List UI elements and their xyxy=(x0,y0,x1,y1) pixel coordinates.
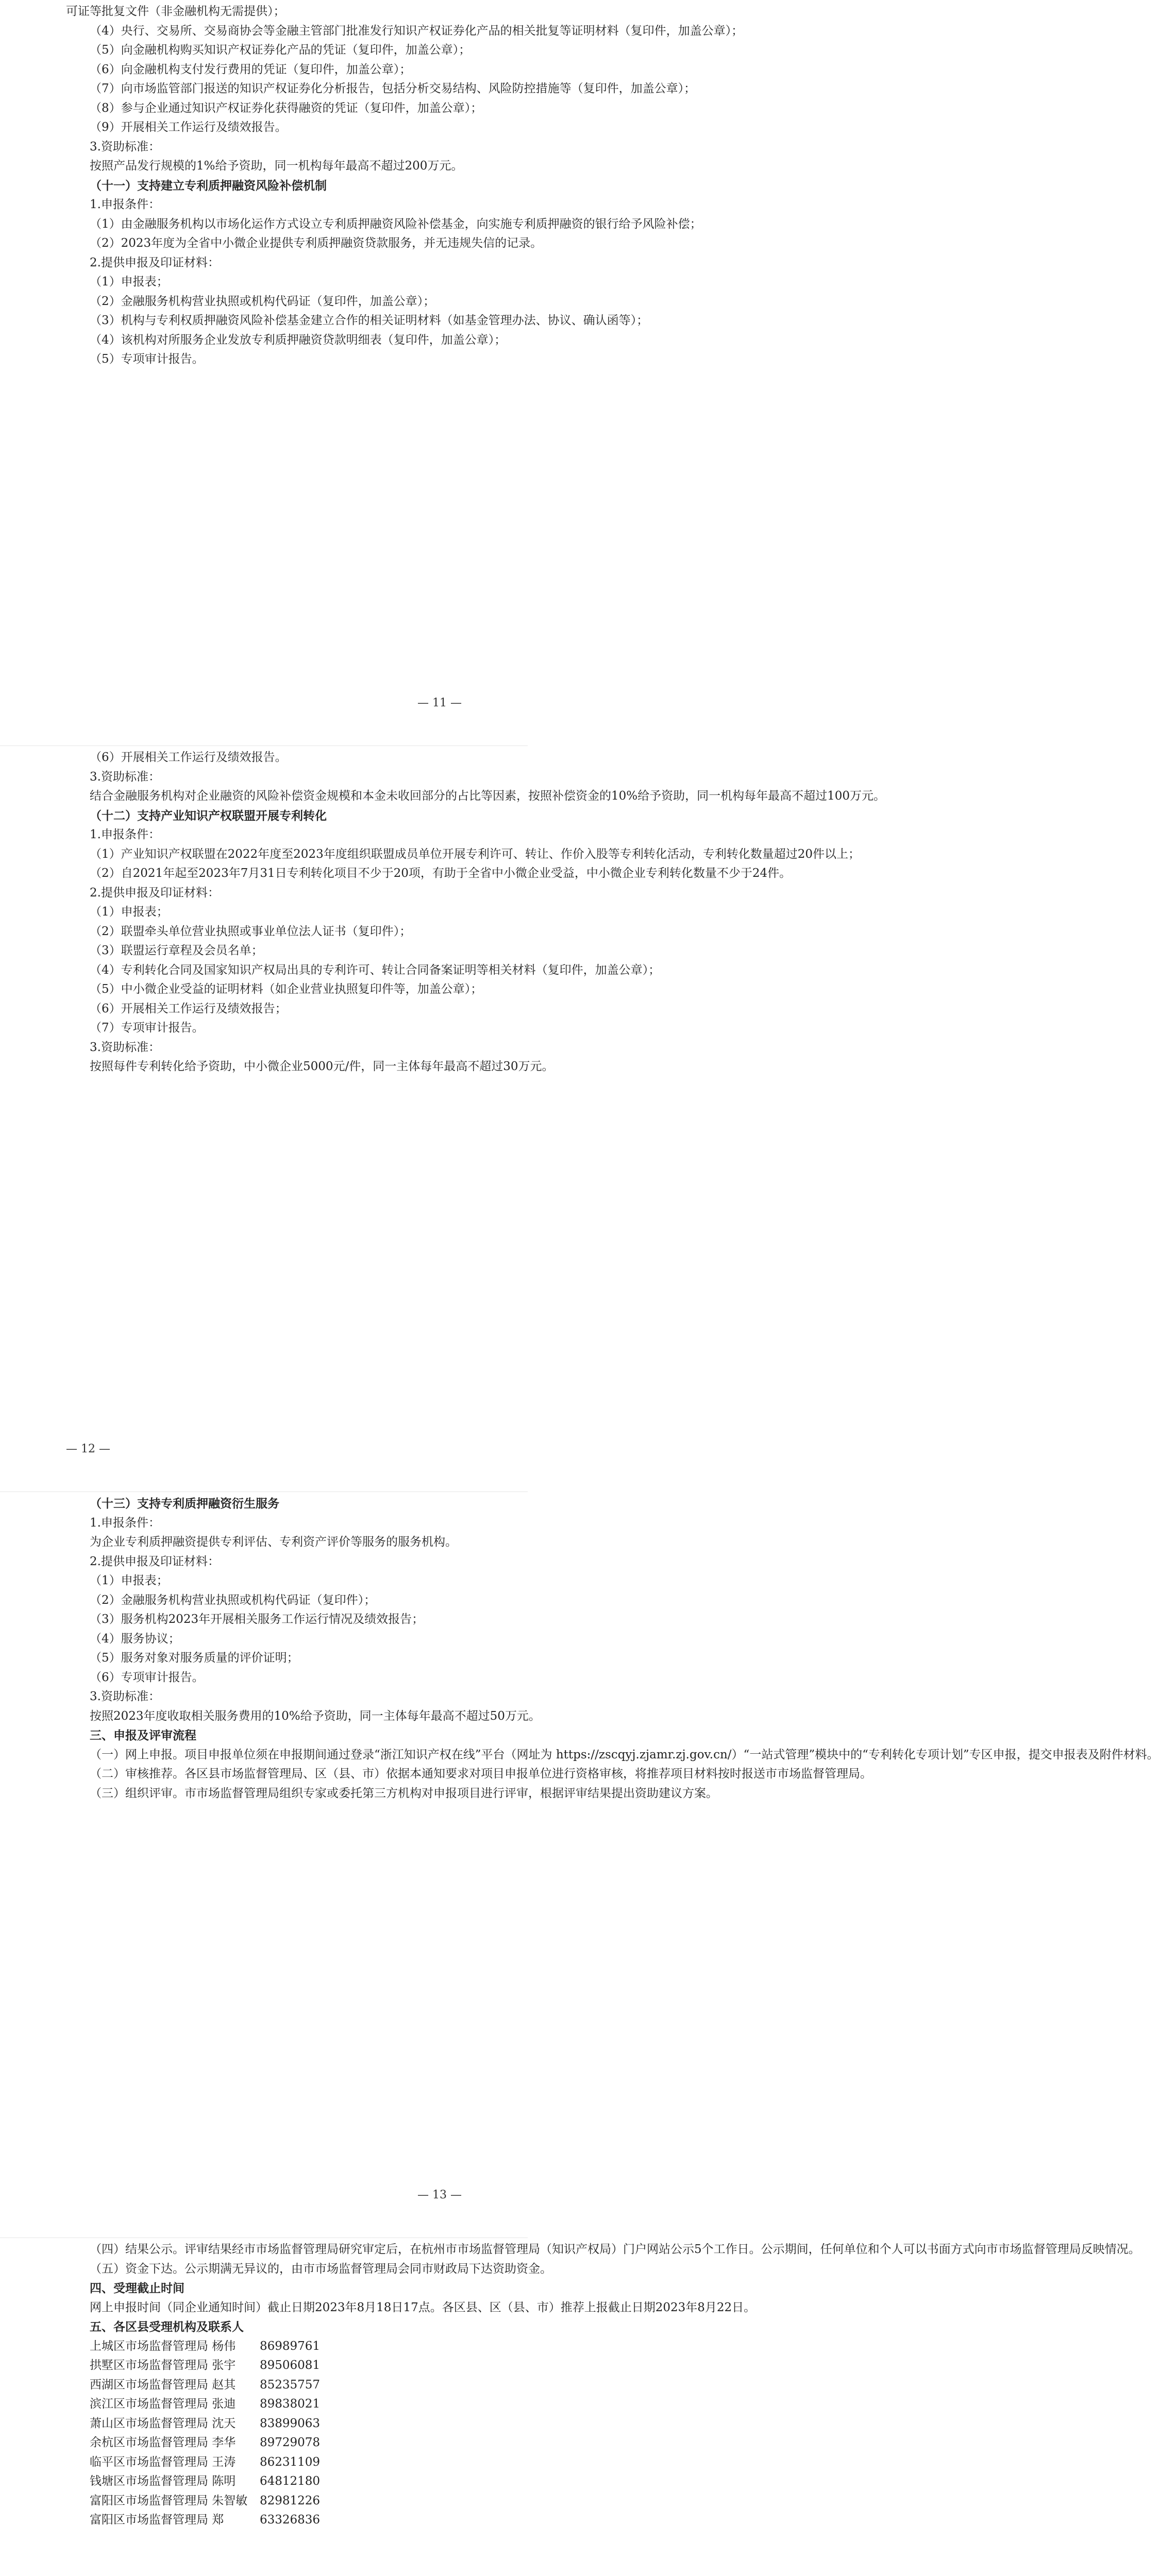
paragraph-line: （4）央行、交易所、交易商协会等金融主管部门批准发行知识产权证券化产品的相关批复等证明材料（复印件，加盖公章）； xyxy=(90,24,744,38)
paragraph-line: （6）开展相关工作运行及绩效报告； xyxy=(90,1002,287,1015)
contact-name: 钱塘区市场监督管理局 陈明 xyxy=(90,2475,236,2488)
paragraph-line: （五）资金下达。公示期满无异议的，由市市场监督管理局会同市财政局下达资助资金。 xyxy=(90,2262,552,2276)
paragraph-line: （3）服务机构2023年开展相关服务工作运行情况及绩效报告； xyxy=(90,1613,424,1626)
contact-phone: 86989761 xyxy=(260,2339,321,2353)
paragraph-line: （8）参与企业通过知识产权证券化获得融资的凭证（复印件，加盖公章）； xyxy=(90,101,483,115)
contact-phone: 83899063 xyxy=(260,2416,321,2430)
paragraph-line: （3）机构与专利权质押融资风险补偿基金建立合作的相关证明材料（如基金管理办法、协议、确认函等）； xyxy=(90,314,649,327)
paragraph-line: 3.资助标准： xyxy=(90,140,160,154)
contact-row xyxy=(66,2433,462,2453)
paragraph-line: （6）向金融机构支付发行费用的凭证（复印件，加盖公章）； xyxy=(90,62,412,76)
section-heading: （十二）支持产业知识产权联盟开展专利转化 xyxy=(90,808,327,823)
contact-phone: 89838021 xyxy=(260,2397,321,2411)
paragraph-line: （6）专项审计报告。 xyxy=(90,1670,204,1684)
page-body xyxy=(66,2240,1140,2337)
paragraph-line: （5）向金融机构购买知识产权证券化产品的凭证（复印件，加盖公章）； xyxy=(90,43,471,57)
section-heading: （十三）支持专利质押融资衍生服务 xyxy=(90,1497,279,1511)
contact-phone: 85235757 xyxy=(260,2378,321,2392)
paragraph-line: （2）金融服务机构营业执照或机构代码证（复印件，加盖公章）； xyxy=(90,294,435,308)
section-heading: 三、申报及评审流程 xyxy=(90,1728,196,1742)
document-page-11 xyxy=(0,0,744,746)
paragraph-line: 2.提供申报及印证材料： xyxy=(90,886,220,900)
contact-phone: 82981226 xyxy=(260,2494,321,2507)
contact-name: 萧山区市场监督管理局 沈天 xyxy=(90,2416,236,2430)
paragraph-line: （7）向市场监管部门报送的知识产权证券化分析报告，包括分析交易结构、风险防控措施等（复印件，加盖公章）； xyxy=(90,82,696,95)
paragraph-line: （1）申报表； xyxy=(90,1574,169,1587)
contact-name: 余杭区市场监督管理局 李华 xyxy=(90,2436,236,2449)
paragraph-line: 按照产品发行规模的1%给予资助，同一机构每年最高不超过200万元。 xyxy=(90,159,463,173)
paragraph-line: 按照2023年度收取相关服务费用的10%给予资助，同一主体每年最高不超过50万元。 xyxy=(90,1709,541,1723)
paragraph-line: 可证等批复文件（非金融机构无需提供）； xyxy=(66,5,285,18)
contact-phone: 63326836 xyxy=(260,2513,321,2527)
paragraph-line: （四）结果公示。评审结果经市市场监督管理局研究审定后，在杭州市市场监督管理局（知识产权局）门户网站公示5个工作日。公示期间，任何单位和个人可以书面方式向市市场监督管理局反映情况。 xyxy=(90,2243,1140,2256)
contact-list xyxy=(66,2337,462,2530)
document-page-13 xyxy=(0,1492,1159,2238)
contact-phone: 89506081 xyxy=(260,2359,321,2372)
paragraph-line: （1）申报表； xyxy=(90,275,169,289)
paragraph-line: （5）专项审计报告。 xyxy=(90,352,204,366)
paragraph-line: 1.申报条件： xyxy=(90,1516,160,1530)
contact-row xyxy=(66,2453,462,2472)
section-heading: 四、受理截止时间 xyxy=(90,2281,184,2295)
paragraph-line: 1.申报条件： xyxy=(90,828,160,841)
paragraph-line: 2.提供申报及印证材料： xyxy=(90,256,220,269)
paragraph-line: 结合金融服务机构对企业融资的风险补偿资金规模和本金未收回部分的占比等因素，按照补偿资金的10%给予资助，同一机构每年最高不超过100万元。 xyxy=(90,789,886,803)
contact-row xyxy=(66,2511,462,2530)
contact-name: 拱墅区市场监督管理局 张宇 xyxy=(90,2359,236,2372)
paragraph-line: （4）服务协议； xyxy=(90,1632,180,1646)
paragraph-line: 3.资助标准： xyxy=(90,1040,160,1054)
page-number: — 12 — xyxy=(66,1443,110,1455)
paragraph-line: 2.提供申报及印证材料： xyxy=(90,1554,220,1568)
paragraph-line: （6）开展相关工作运行及绩效报告。 xyxy=(90,751,287,764)
paragraph-line: 3.资助标准： xyxy=(90,1690,160,1703)
paragraph-line: 1.申报条件： xyxy=(90,198,160,211)
contact-name: 滨江区市场监督管理局 张迪 xyxy=(90,2397,236,2411)
document-page-12 xyxy=(0,746,886,1492)
paragraph-line: 按照每件专利转化给予资助，中小微企业5000元/件，同一主体每年最高不超过30万元。 xyxy=(90,1060,554,1073)
contact-phone: 86231109 xyxy=(260,2455,321,2469)
paragraph-line: （2）2023年度为全省中小微企业提供专利质押融资贷款服务，并无违规失信的记录。 xyxy=(90,236,543,250)
contact-phone: 89729078 xyxy=(260,2436,321,2449)
contact-row xyxy=(66,2414,462,2434)
paragraph-line: （1）由金融服务机构以市场化运作方式设立专利质押融资风险补偿基金，向实施专利质押融资的银行给予风险补偿； xyxy=(90,217,702,231)
section-heading: 五、各区县受理机构及联系人 xyxy=(90,2320,244,2334)
paragraph-line: 3.资助标准： xyxy=(90,770,160,784)
paragraph-line: 网上申报时间（同企业通知时间）截止日期2023年8月18日17点。各区县、区（县、市）推荐上报截止日期2023年8月22日。 xyxy=(90,2300,756,2314)
page-number: — 11 — xyxy=(417,697,462,709)
section-heading: （十一）支持建立专利质押融资风险补偿机制 xyxy=(90,178,327,193)
paragraph-line: （3）联盟运行章程及会员名单； xyxy=(90,944,263,957)
paragraph-line: 为企业专利质押融资提供专利评估、专利资产评价等服务的服务机构。 xyxy=(90,1535,457,1549)
paragraph-line: （5）服务对象对服务质量的评价证明； xyxy=(90,1651,299,1665)
page-body xyxy=(66,748,886,1077)
contact-row xyxy=(66,2356,462,2376)
contact-name: 富阳区市场监督管理局 郑 xyxy=(90,2513,224,2527)
paragraph-line: （2）金融服务机构营业执照或机构代码证（复印件）； xyxy=(90,1593,376,1607)
paragraph-line: （4）该机构对所服务企业发放专利质押融资贷款明细表（复印件，加盖公章）； xyxy=(90,333,507,347)
contact-row xyxy=(66,2376,462,2395)
paragraph-line: （三）组织评审。市市场监督管理局组织专家或委托第三方机构对申报项目进行评审，根据评审结果提出资助建议方案。 xyxy=(90,1786,718,1800)
document-page-14 xyxy=(0,2238,1140,2576)
page-body xyxy=(66,2,744,369)
contact-name: 临平区市场监督管理局 王涛 xyxy=(90,2455,236,2469)
contact-name: 西湖区市场监督管理局 赵其 xyxy=(90,2378,236,2392)
paragraph-line: （1）申报表； xyxy=(90,905,169,919)
paragraph-line: （5）中小微企业受益的证明材料（如企业营业执照复印件等，加盖公章）； xyxy=(90,982,483,996)
paragraph-line: （一）网上申报。项目申报单位须在申报期间通过登录“浙江知识产权在线”平台（网址为 https://zscqyj.zjamr.zj.gov.cn/）“一站式管理”模块中的“专利转化专项计划”专区申报，提交申报表及附件材料。 xyxy=(90,1748,1159,1761)
paragraph-line: （9）开展相关工作运行及绩效报告。 xyxy=(90,121,287,134)
contact-row xyxy=(66,2337,462,2357)
page-number: — 13 — xyxy=(417,2189,462,2201)
contact-name: 富阳区市场监督管理局 朱智敏 xyxy=(90,2494,248,2507)
contact-row xyxy=(66,2472,462,2492)
paragraph-line: （2）自2021年起至2023年7月31日专利转化项目不少于20项，有助于全省中小微企业受益，中小微企业专利转化数量不少于24件。 xyxy=(90,867,792,880)
contact-row xyxy=(66,2395,462,2414)
paragraph-line: （7）专项审计报告。 xyxy=(90,1021,204,1035)
contact-name: 上城区市场监督管理局 杨伟 xyxy=(90,2339,236,2353)
paragraph-line: （4）专利转化合同及国家知识产权局出具的专利许可、转让合同备案证明等相关材料（复印件，加盖公章）； xyxy=(90,963,661,977)
contact-row xyxy=(66,2492,462,2511)
paragraph-line: （1）产业知识产权联盟在2022年度至2023年度组织联盟成员单位开展专利许可、转让、作价入股等专利转化活动，专利转化数量超过20件以上； xyxy=(90,847,860,861)
contact-phone: 64812180 xyxy=(260,2475,321,2488)
page-body xyxy=(66,1494,1159,1803)
paragraph-line: （2）联盟牵头单位营业执照或事业单位法人证书（复印件）； xyxy=(90,924,412,938)
paragraph-line: （二）审核推荐。各区县市场监督管理局、区（县、市）依据本通知要求对项目申报单位进行资格审核，将推荐项目材料按时报送市市场监督管理局。 xyxy=(90,1767,872,1781)
